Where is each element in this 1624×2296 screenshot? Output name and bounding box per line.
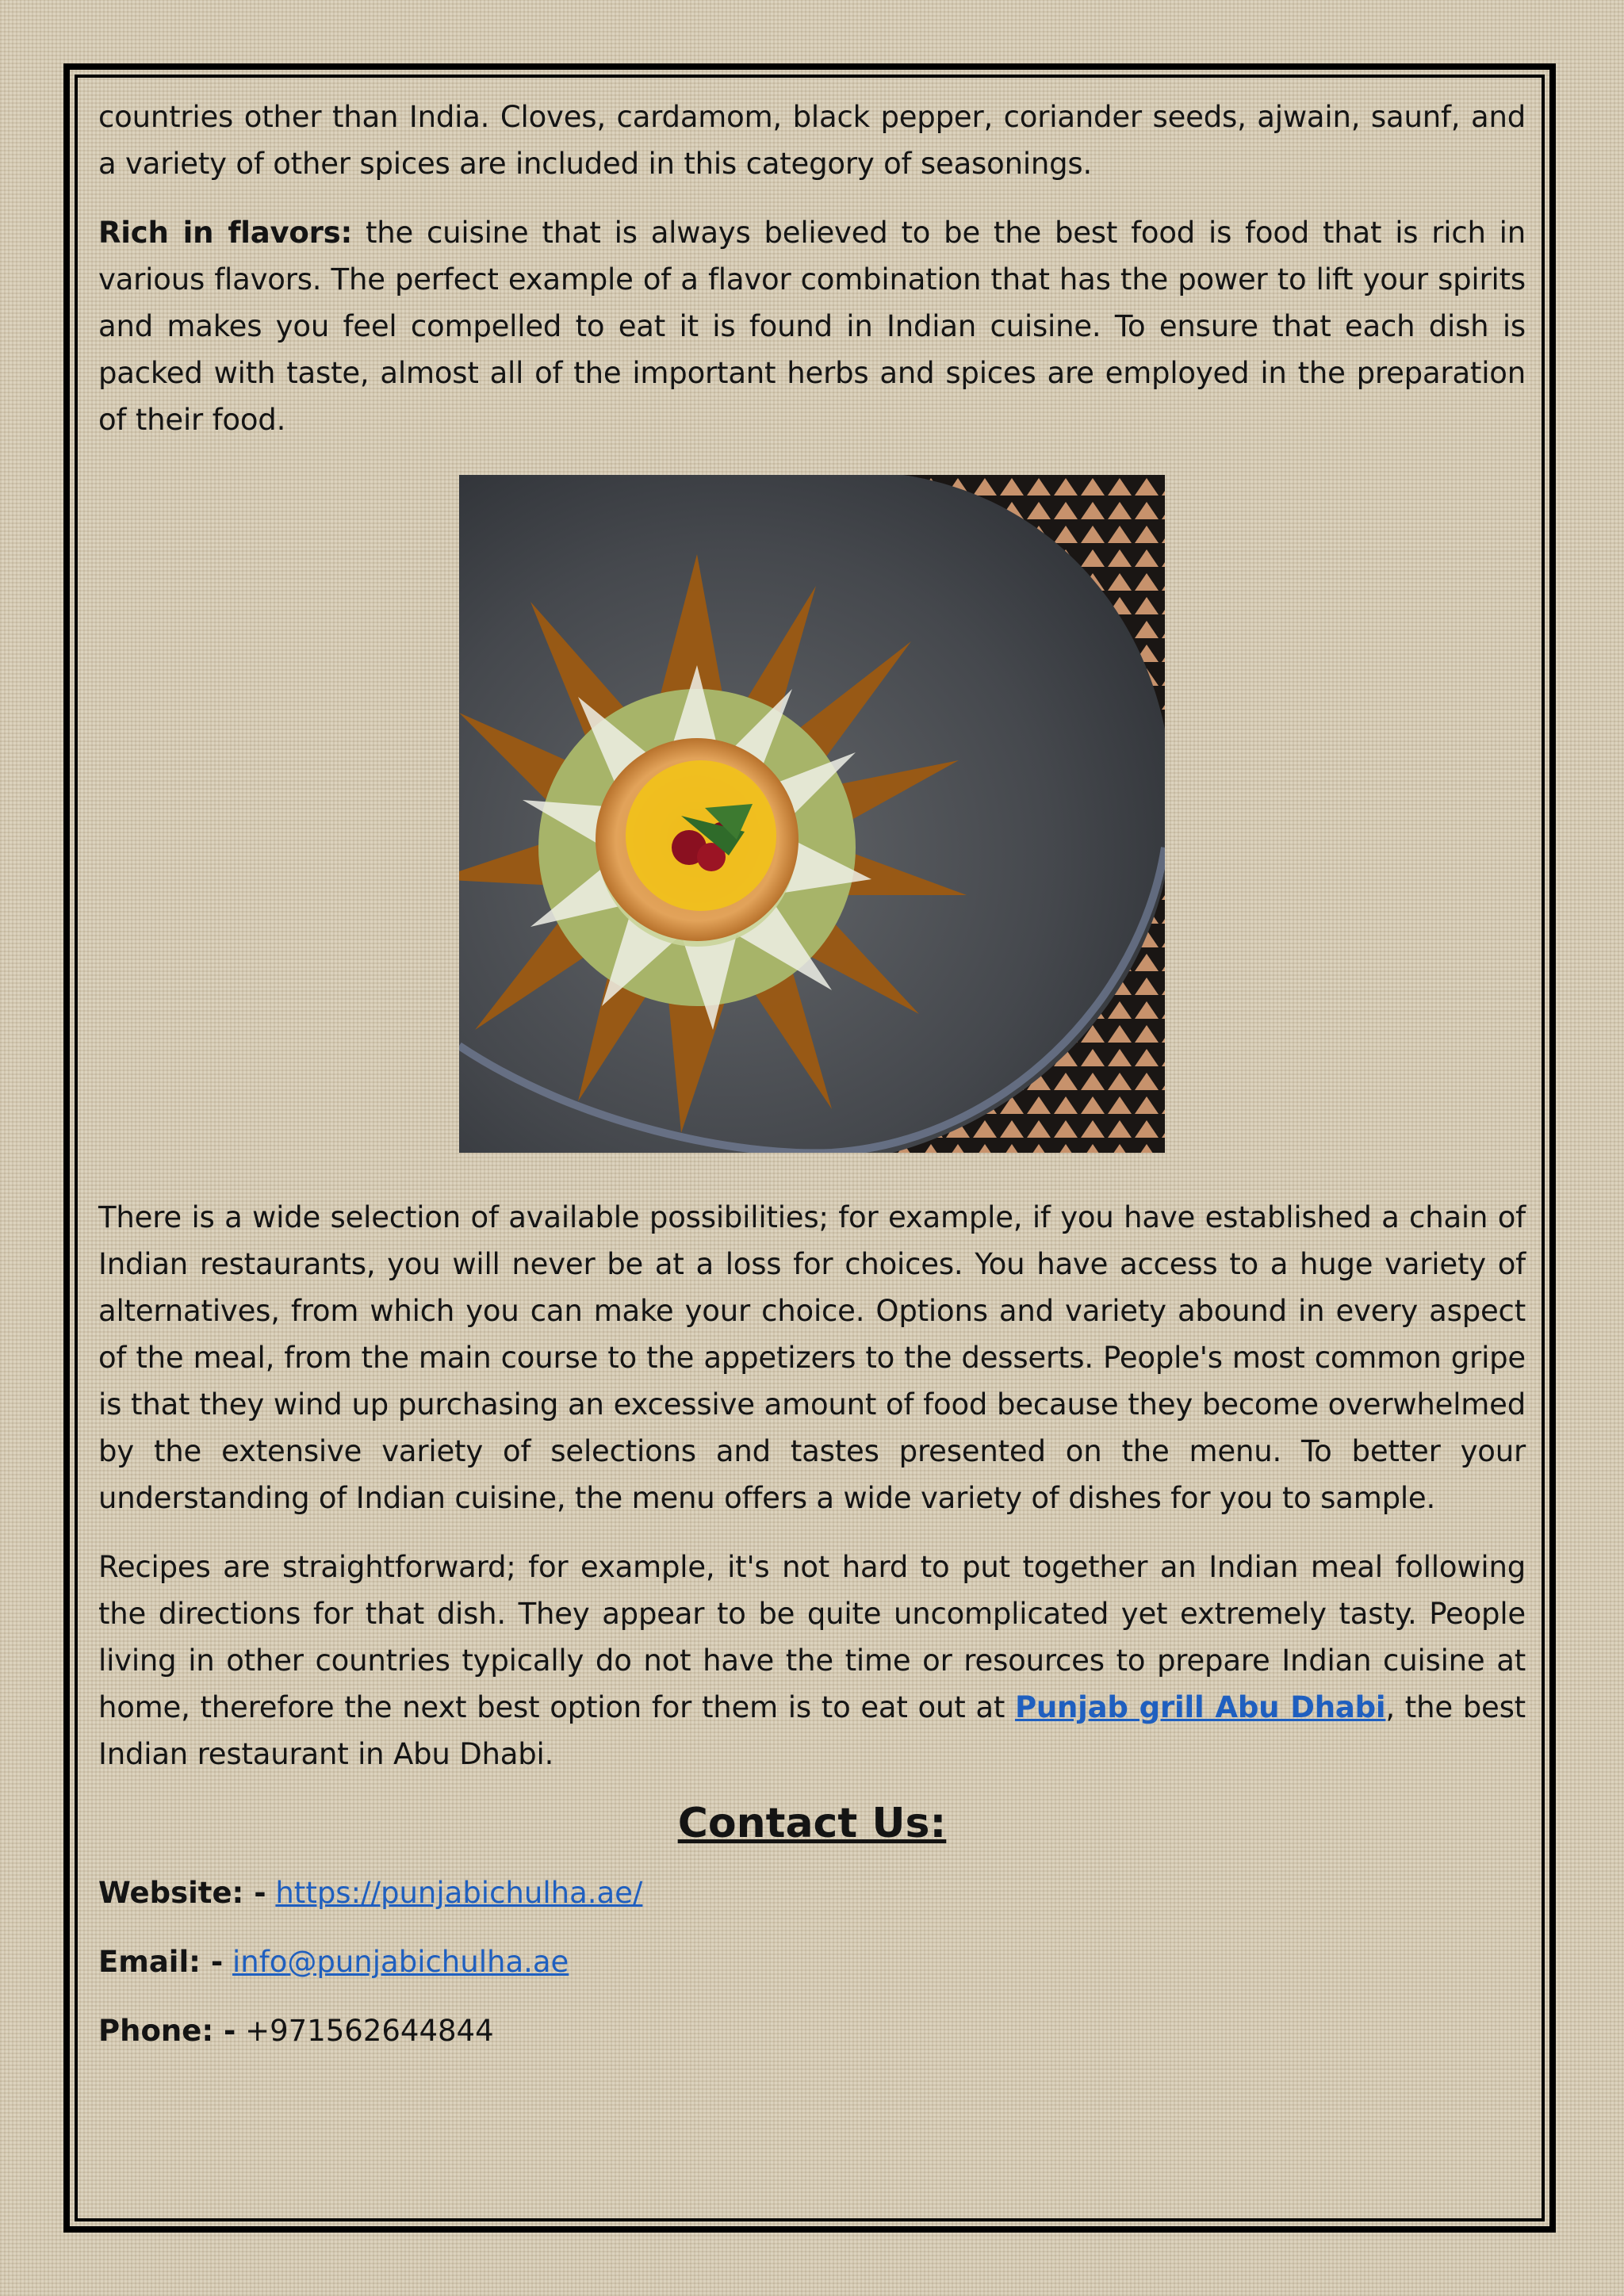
punjab-grill-link[interactable]: Punjab grill Abu Dhabi [1014,1690,1386,1724]
paragraph-rich-flavors [98,209,1526,443]
document-body [98,94,1526,2076]
contact-heading: Contact Us: [677,1800,947,1847]
chaat-centerpiece [596,738,799,941]
paragraph-recipes [98,1544,1526,1777]
website-link[interactable]: https://punjabichulha.ae/ [275,1876,643,1910]
phone-value: +971562644844 [245,2014,494,2048]
paragraph-spices: countries other than India. Cloves, cardamom, black pepper, coriander seeds, ajwain, saunf, and a variety of other spices are included in this category of seasonings. [98,100,1526,181]
website-label: Website: - [98,1876,266,1910]
rich-flavors-label: Rich in flavors: [98,216,353,250]
email-label: Email: - [98,1945,224,1979]
email-link[interactable]: info@punjabichulha.ae [232,1945,569,1979]
recipes-text-before: Recipes are straightforward; for example, it's not hard to put together an Indian meal following the directions for that dish. They appear to be quite uncomplicated yet extremely tasty. People living in other countries typically do not have the time or resources to prepare Indian cuisine at home, therefore the next best option for them is to eat out at [98,1550,1526,1724]
contact-email [98,1938,1526,1985]
paragraph-selection: There is a wide selection of available possibilities; for example, if you have established a chain of Indian restaurants, you will never be at a loss for choices. You have access to a huge variety of alternatives, from which you can make your choice. Options and variety abound in every aspect of the meal, from the main course to the appetizers to the desserts. People's most common gripe is that they wind up purchasing an excessive amount of food because they become overwhelmed by the extensive variety of selections and tastes presented on the menu. To better your understanding of Indian cuisine, the menu offers a wide variety of dishes for you to sample. [98,1200,1526,1515]
recipes-text-after: , the best Indian restaurant in Abu Dhabi. [98,1690,1526,1771]
food-dish-photo [459,475,1165,1153]
contact-phone [98,2007,1526,2054]
rich-flavors-text: the cuisine that is always believed to be the best food is food that is rich in various flavors. The perfect example of a flavor combination that has the power to lift your spirits and makes you feel compelled to eat it is found in Indian cuisine. To ensure that each dish is packed with taste, almost all of the important herbs and spices are employed in the preparation of their food. [98,216,1526,437]
phone-label: Phone: - [98,2014,236,2048]
contact-website [98,1869,1526,1916]
